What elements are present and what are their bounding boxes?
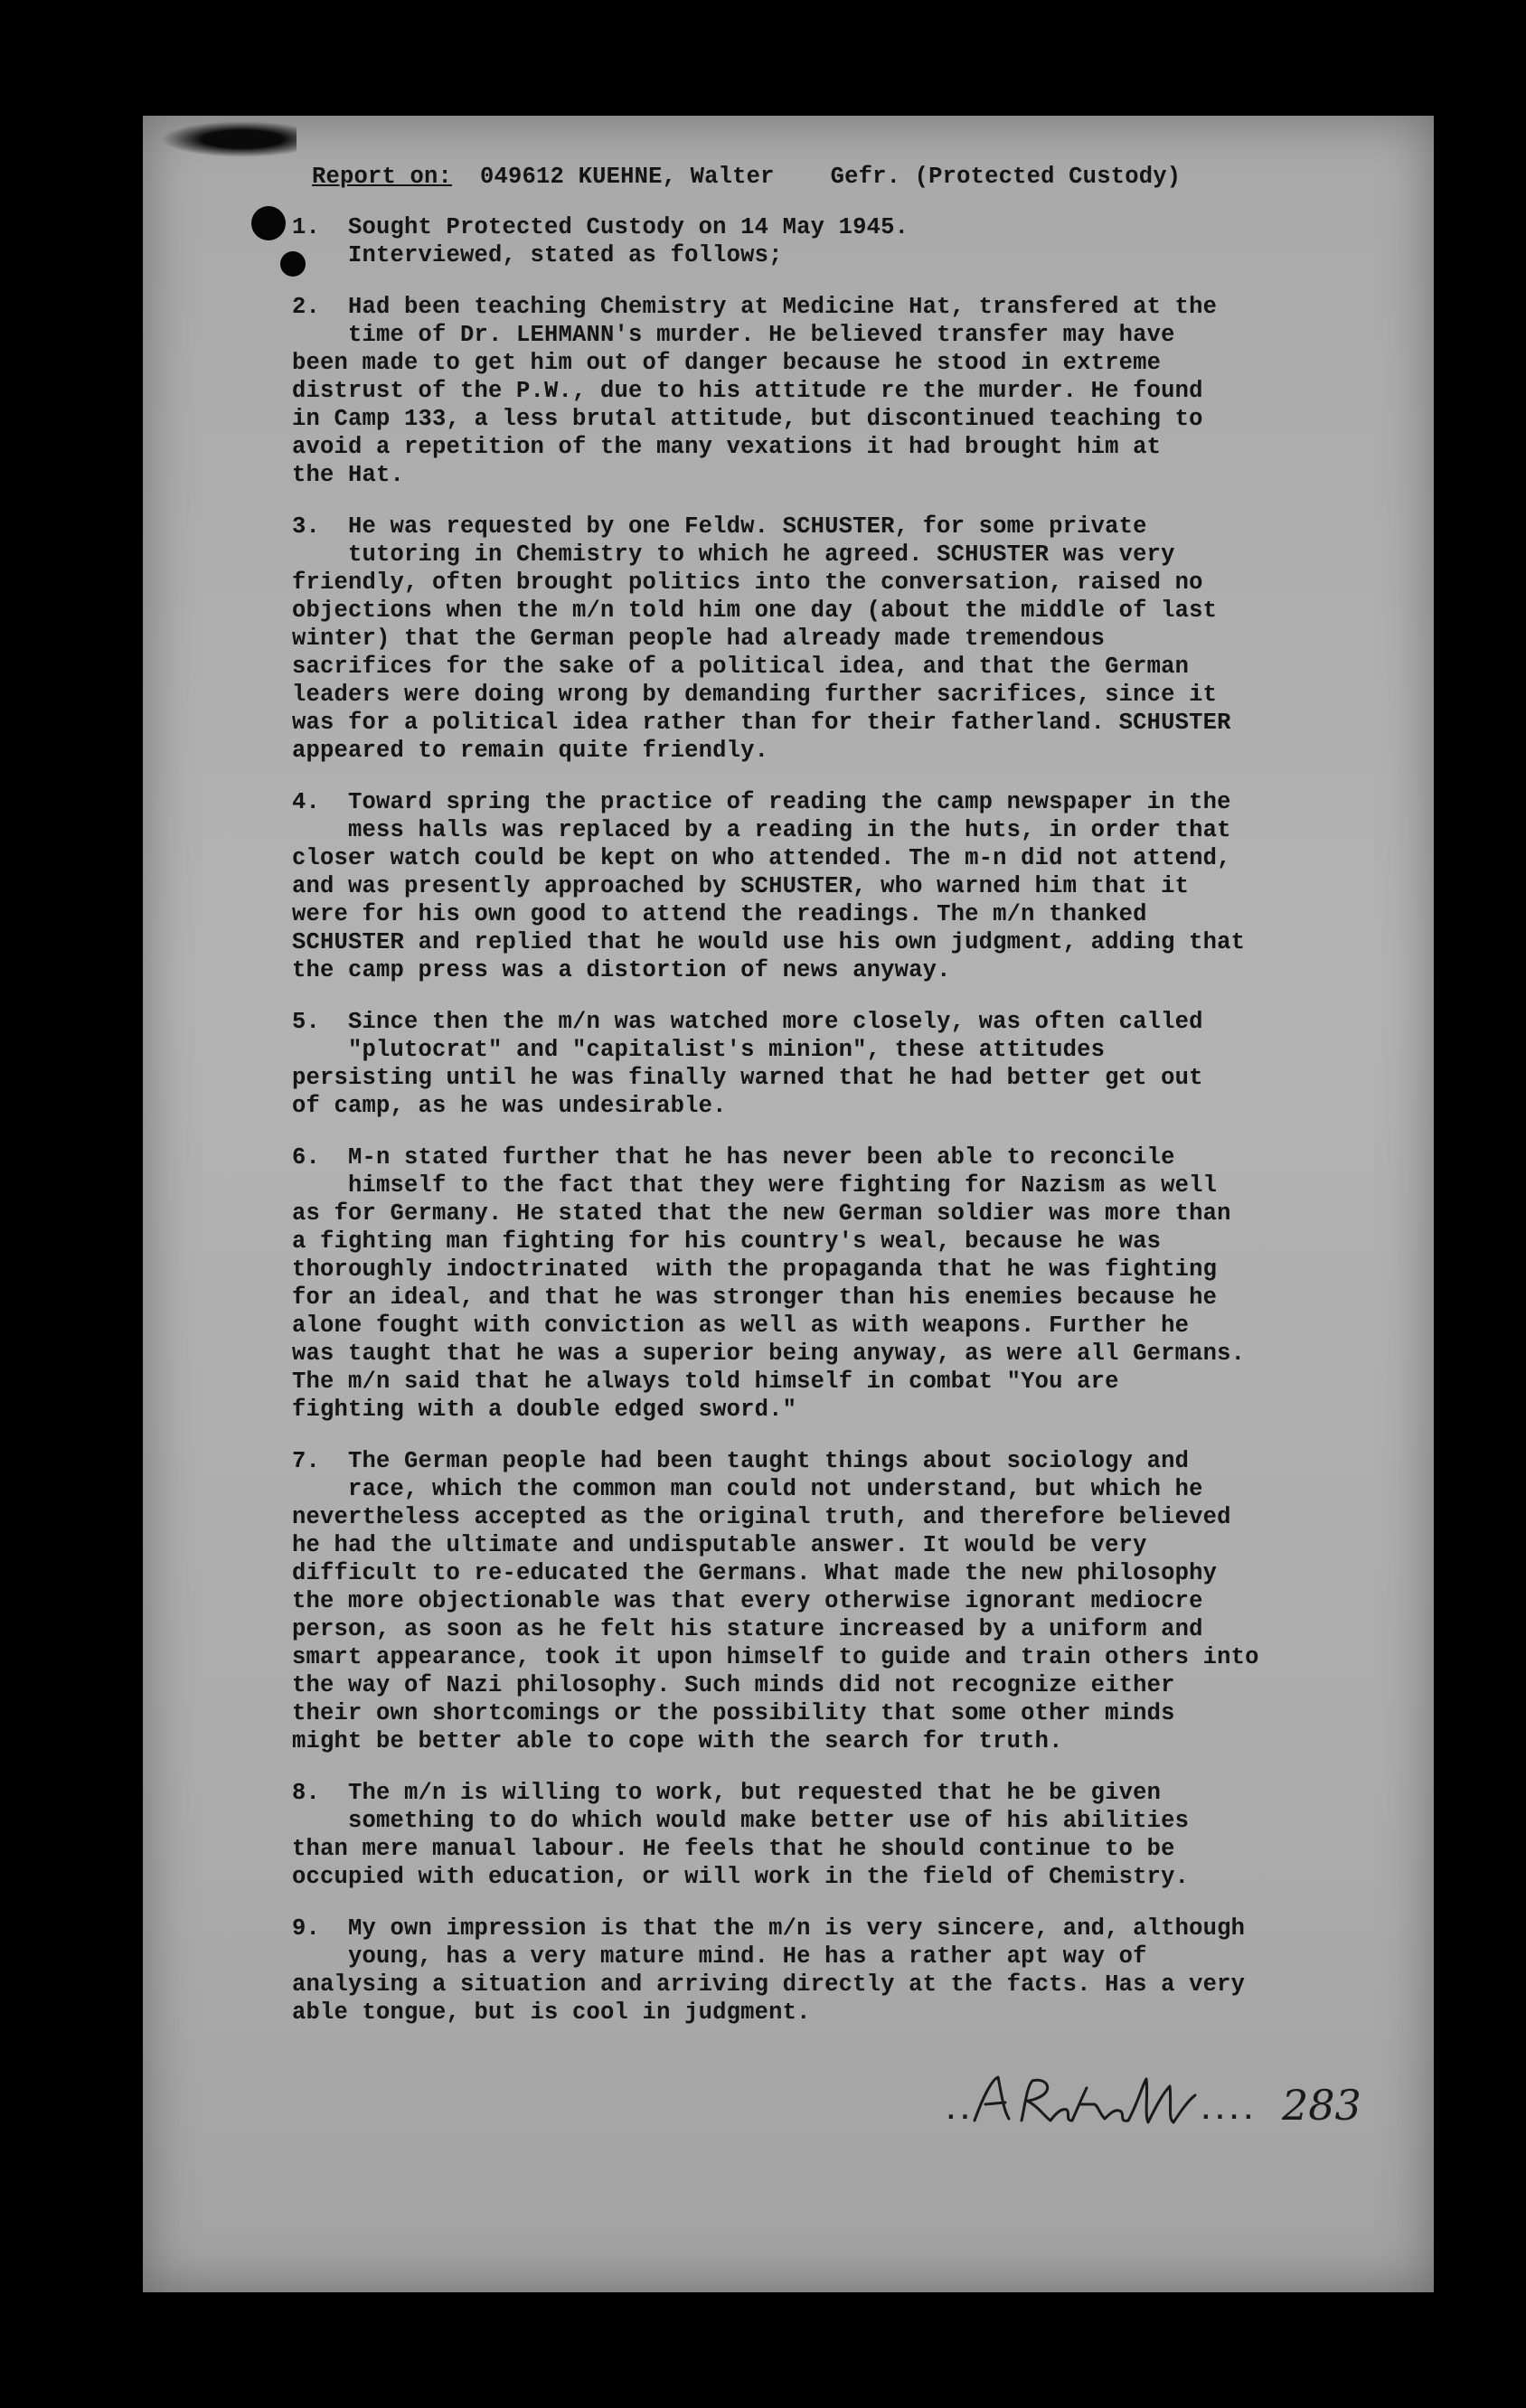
report-line: closer watch could be kept on who attended. The m-n did not attend, <box>292 845 1231 871</box>
report-line: in Camp 133, a less brutal attitude, but discontinued teaching to <box>292 406 1203 432</box>
report-line: were for his own good to attend the readings. The m/n thanked <box>292 901 1147 927</box>
report-line: 2. Had been teaching Chemistry at Medicine Hat, transfered at the <box>292 294 1218 320</box>
report-rank: Gefr. <box>830 164 901 190</box>
report-line: objections when the m/n told him one day (about the middle of last <box>292 597 1218 624</box>
report-line: "plutocrat" and "capitalist's minion", these attitudes <box>292 1037 1106 1063</box>
report-line: 6. M-n stated further that he has never been able to reconcile <box>292 1144 1175 1171</box>
report-body <box>292 213 1413 2027</box>
report-line: person, as soon as he felt his stature increased by a uniform and <box>292 1616 1203 1642</box>
report-line: himself to the fact that they were fighting for Nazism as well <box>292 1172 1218 1199</box>
report-heading <box>312 163 1413 191</box>
report-line: SCHUSTER and replied that he would use his own judgment, adding that <box>292 929 1246 955</box>
punch-hole <box>251 206 286 240</box>
report-line: for an ideal, and that he was stronger than his enemies because he <box>292 1284 1218 1311</box>
report-line: leaders were doing wrong by demanding further sacrifices, since it <box>292 682 1218 708</box>
report-line: of camp, as he was undesirable. <box>292 1093 727 1119</box>
blank-line <box>292 489 1413 513</box>
document-page <box>143 116 1434 2292</box>
blank-line <box>292 765 1413 788</box>
report-line: been made to get him out of danger because he stood in extreme <box>292 350 1162 376</box>
report-line: thoroughly indoctrinated with the propaganda that he was fighting <box>292 1256 1218 1283</box>
report-line: their own shortcomings or the possibility that some other minds <box>292 1700 1175 1726</box>
report-line: 1. Sought Protected Custody on 14 May 1945. <box>292 214 909 240</box>
report-line: persisting until he was finally warned that he had better get out <box>292 1065 1203 1091</box>
report-line: young, has a very mature mind. He has a rather apt way of <box>292 1943 1147 1970</box>
blank-line <box>292 1755 1413 1779</box>
report-line: might be better able to cope with the search for truth. <box>292 1728 1063 1754</box>
report-line: fighting with a double edged sword." <box>292 1397 797 1423</box>
blank-line <box>292 1891 1413 1914</box>
report-line: 7. The German people had been taught things about sociology and <box>292 1448 1190 1474</box>
blank-line <box>292 984 1413 1008</box>
report-subject: 049612 KUEHNE, Walter <box>480 164 775 190</box>
report-line: mess halls was replaced by a reading in the huts, in order that <box>292 817 1231 843</box>
report-line: appeared to remain quite friendly. <box>292 738 769 764</box>
report-line: 3. He was requested by one Feldw. SCHUSTER, for some private <box>292 513 1147 540</box>
report-line: Interviewed, stated as follows; <box>292 242 783 268</box>
report-line: was taught that he was a superior being anyway, as were all Germans. <box>292 1340 1246 1367</box>
report-line: race, which the common man could not understand, but which he <box>292 1476 1203 1502</box>
report-line: 8. The m/n is willing to work, but requested that he be given <box>292 1780 1162 1806</box>
typed-report <box>292 163 1413 2027</box>
report-line: difficult to re-educated the Germans. What made the new philosophy <box>292 1560 1218 1586</box>
ink-blot <box>161 121 297 157</box>
report-line: was for a political idea rather than for their fatherland. SCHUSTER <box>292 710 1231 736</box>
page-number: 283 <box>1282 2081 1361 2130</box>
blank-line <box>292 269 1413 293</box>
report-line: as for Germany. He stated that the new German soldier was more than <box>292 1200 1231 1227</box>
report-line: 9. My own impression is that the m/n is very sincere, and, although <box>292 1915 1246 1942</box>
report-line: able tongue, but is cool in judgment. <box>292 1999 811 2026</box>
report-line: than mere manual labour. He feels that he should continue to be <box>292 1836 1175 1862</box>
report-line: avoid a repetition of the many vexations it had brought him at <box>292 434 1162 460</box>
svg-text:..: .. <box>944 2098 973 2125</box>
report-line: smart appearance, took it upon himself to guide and train others into <box>292 1644 1259 1670</box>
report-line: something to do which would make better use of his abilities <box>292 1808 1190 1834</box>
report-label: Report on: <box>312 164 453 190</box>
svg-text:....: .... <box>1199 2098 1256 2125</box>
report-line: he had the ultimate and undisputable answer. It would be very <box>292 1532 1147 1558</box>
report-line: distrust of the P.W., due to his attitude re the murder. He found <box>292 378 1203 404</box>
report-line: 5. Since then the m/n was watched more closely, was often called <box>292 1009 1203 1035</box>
signature-block <box>938 2068 1408 2140</box>
report-line: The m/n said that he always told himself in combat "You are <box>292 1369 1119 1395</box>
report-status: (Protected Custody) <box>914 164 1182 190</box>
report-line: the more objectionable was that every otherwise ignorant mediocre <box>292 1588 1203 1614</box>
signature <box>938 2068 1282 2140</box>
report-line: the camp press was a distortion of news anyway. <box>292 957 951 983</box>
report-line: occupied with education, or will work in the field of Chemistry. <box>292 1864 1190 1890</box>
blank-line <box>292 1424 1413 1447</box>
report-line: friendly, often brought politics into the conversation, raised no <box>292 569 1203 596</box>
report-line: time of Dr. LEHMANN's murder. He believed transfer may have <box>292 322 1175 348</box>
report-line: the way of Nazi philosophy. Such minds did not recognize either <box>292 1672 1175 1698</box>
report-line: a fighting man fighting for his country's weal, because he was <box>292 1228 1162 1255</box>
report-line: winter) that the German people had already made tremendous <box>292 626 1106 652</box>
report-line: nevertheless accepted as the original truth, and therefore believed <box>292 1504 1231 1530</box>
report-line: alone fought with conviction as well as with weapons. Further he <box>292 1312 1190 1339</box>
report-line: and was presently approached by SCHUSTER, who warned him that it <box>292 873 1190 899</box>
report-line: tutoring in Chemistry to which he agreed. SCHUSTER was very <box>292 541 1175 568</box>
report-line: sacrifices for the sake of a political idea, and that the German <box>292 654 1190 680</box>
report-line: the Hat. <box>292 462 405 488</box>
report-line: 4. Toward spring the practice of reading the camp newspaper in the <box>292 789 1231 815</box>
report-line: analysing a situation and arriving directly at the facts. Has a very <box>292 1971 1246 1998</box>
blank-line <box>292 1120 1413 1143</box>
